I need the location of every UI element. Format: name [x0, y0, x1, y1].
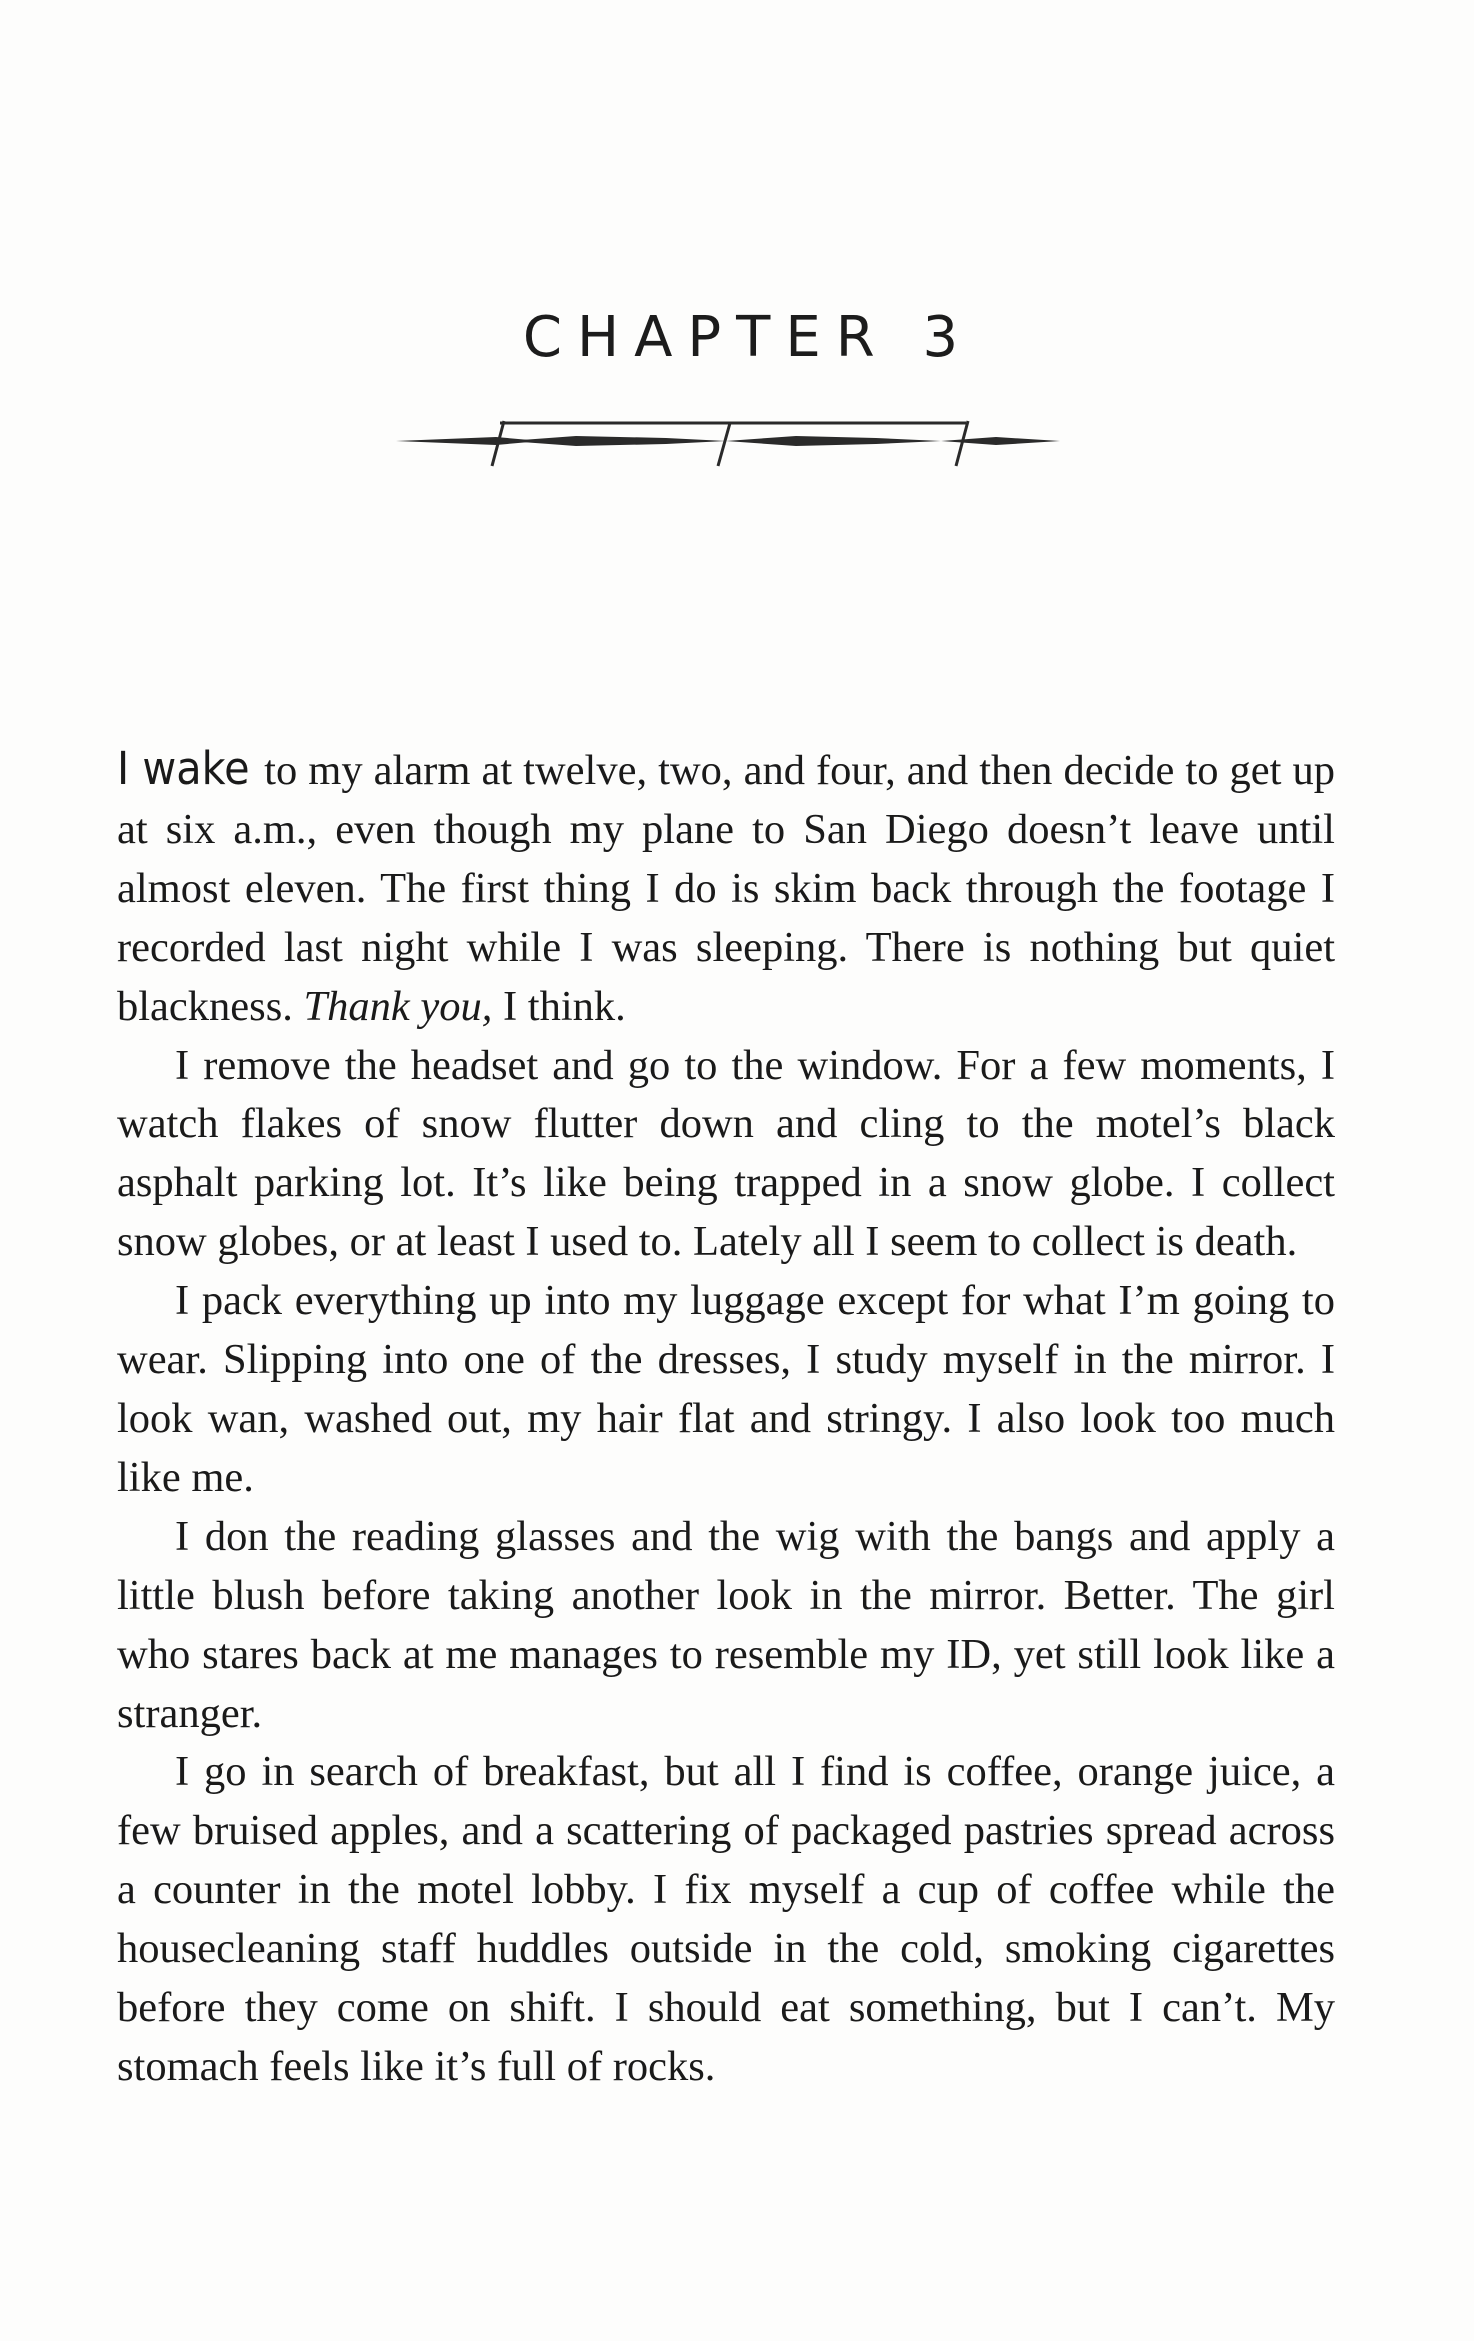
paragraph-1	[117, 740, 1335, 1037]
paragraph-3: I pack everything up into my luggage except for what I’m going to wear. Slipping into one of the dresses, I study myself in the mirror. I look wan, washed out, my hair flat and stringy. I also look too much like me.	[117, 1277, 1335, 1501]
paragraph-5: I go in search of breakfast, but all I find is coffee, orange juice, a few bruised apples, and a scattering of packaged pastries spread across a counter in the motel lobby. I fix myself a cup of coffee while the housecleaning staff huddles outside in the cold, smoking cigarettes before they come on shift. I should eat something, but I can’t. My stomach feels like it’s full of rocks.	[117, 1748, 1335, 2090]
chapter-divider-ornament-icon	[396, 408, 1060, 480]
chapter-body-text	[117, 740, 1335, 2097]
paragraph-1-text: to my alarm at twelve, two, and four, and then decide to get up at six a.m., even though my plane to San Diego doesn’t leave until almost eleven. The first thing I do is skim back through the footage I recorded last night while I was sleeping. There is nothing but quiet blackness.	[117, 747, 1335, 1030]
chapter-heading: CHAPTER 3	[522, 305, 974, 370]
paragraph-2: I remove the headset and go to the window. For a few moments, I watch flakes of snow flutter down and cling to the motel’s black asphalt parking lot. It’s like being trapped in a snow globe. I collect snow globes, or at least I used to. Lately all I seem to collect is death.	[117, 1041, 1335, 1266]
paragraph-1-end: I think.	[492, 982, 626, 1030]
paragraph-1-italic: Thank you,	[303, 982, 493, 1030]
lead-in-words: I wake	[117, 742, 250, 795]
paragraph-4: I don the reading glasses and the wig with the bangs and apply a little blush before taking another look in the mirror. Better. The girl who stares back at me manages to resemble my ID, yet still look like a stranger.	[117, 1512, 1335, 1737]
